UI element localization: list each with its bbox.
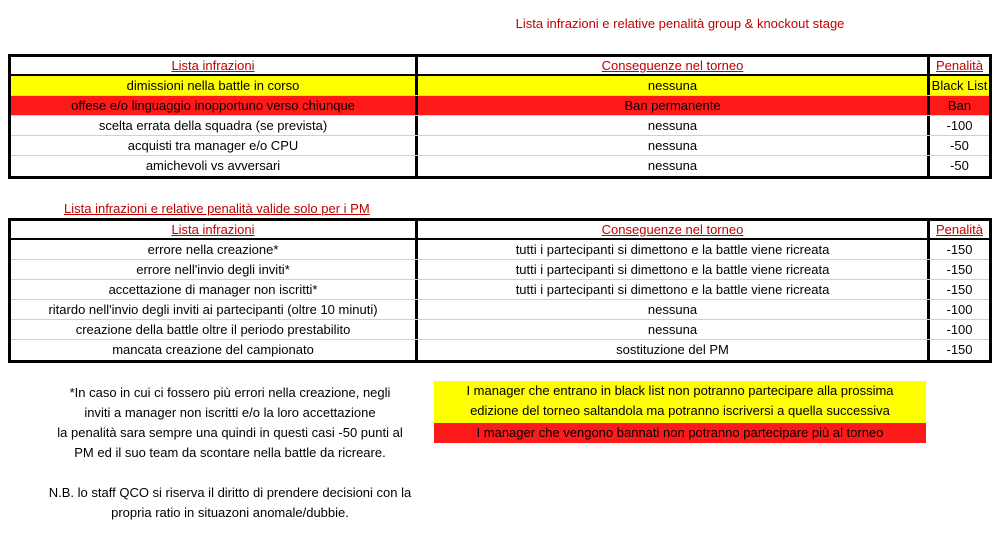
cell-penalty: -100 [946,302,973,317]
staff-note [20,483,440,523]
table-row [11,116,989,136]
table-row [11,280,989,300]
cell-consequence: nessuna [418,156,930,176]
cell-infraction: mancata creazione del campionato [11,340,418,360]
cell-consequence: nessuna [418,300,930,319]
cell-penalty: -150 [946,262,973,277]
table-row [11,156,989,176]
cell-infraction: ritardo nell'invio degli inviti ai partecipanti (oltre 10 minuti) [11,300,418,319]
cell-consequence: nessuna [418,320,930,339]
table-header [11,221,989,240]
table-row [11,76,989,96]
cell-infraction: accettazione di manager non iscritti* [11,280,418,299]
cell-infraction: errore nella creazione* [11,240,418,259]
cell-consequence: tutti i partecipanti si dimettono e la battle viene ricreata [418,280,930,299]
cell-penalty: -150 [946,282,973,297]
cell-penalty: Ban [947,98,972,113]
table-row [11,240,989,260]
table-row [11,96,989,116]
cell-penalty: -100 [946,118,973,133]
footnote-line: PM ed il suo team da scontare nella battle da ricreare. [74,445,386,460]
cell-infraction: acquisti tra manager e/o CPU [11,136,418,155]
cell-infraction: amichevoli vs avversari [11,156,418,176]
cell-infraction: creazione della battle oltre il periodo prestabilito [11,320,418,339]
footnote-line: la penalità sara sempre una quindi in questi casi -50 punti al [57,425,403,440]
cell-penalty: -50 [950,158,969,173]
table-row [11,340,989,360]
header-consequences: Conseguenze nel torneo [418,57,930,74]
cell-consequence: tutti i partecipanti si dimettono e la battle viene ricreata [418,240,930,259]
pm-infractions-table [8,218,992,363]
pm-section-title: Lista infrazioni e relative penalità valide solo per i PM [64,201,370,216]
cell-infraction: dimissioni nella battle in corso [11,76,418,95]
staff-note-line: N.B. lo staff QCO si riserva il diritto di prendere decisioni con la [48,485,412,500]
cell-consequence: nessuna [418,76,930,95]
table-row [11,300,989,320]
cell-infraction: offese e/o linguaggio inopportuno verso chiunque [11,96,418,115]
blacklist-note [434,381,926,423]
cell-penalty: -150 [946,342,973,357]
cell-penalty: Black List [931,78,988,93]
table-row [11,260,989,280]
header-infractions: Lista infrazioni [11,221,418,238]
blacklist-note-line: I manager che entrano in black list non potranno partecipare alla prossima [466,383,894,398]
footnote-line: *In caso in cui ci fossero più errori nella creazione, negli [69,385,391,400]
header-penalty: Penalità [936,222,983,237]
cell-penalty: -150 [946,242,973,257]
page-title: Lista infrazioni e relative penalità group & knockout stage [515,16,845,31]
cell-penalty: -100 [946,322,973,337]
header-infractions: Lista infrazioni [11,57,418,74]
cell-consequence: tutti i partecipanti si dimettono e la battle viene ricreata [418,260,930,279]
cell-penalty: -50 [950,138,969,153]
footnote [30,383,430,463]
footnote-line: inviti a manager non iscritti e/o la loro accettazione [84,405,376,420]
infractions-table [8,54,992,179]
table-row [11,320,989,340]
cell-consequence: Ban permanente [418,96,930,115]
cell-consequence: sostituzione del PM [418,340,930,360]
cell-infraction: scelta errata della squadra (se prevista) [11,116,418,135]
table-row [11,136,989,156]
table-header [11,57,989,76]
blacklist-note-line: edizione del torneo saltandola ma potranno iscriversi a quella successiva [470,403,890,418]
cell-infraction: errore nell'invio degli inviti* [11,260,418,279]
cell-consequence: nessuna [418,136,930,155]
staff-note-line: propria ratio in situazoni anomale/dubbie. [111,505,349,520]
header-penalty: Penalità [936,58,983,73]
cell-consequence: nessuna [418,116,930,135]
ban-note: I manager che vengono bannati non potranno partecipare più al torneo [434,423,926,443]
header-consequences: Conseguenze nel torneo [418,221,930,238]
